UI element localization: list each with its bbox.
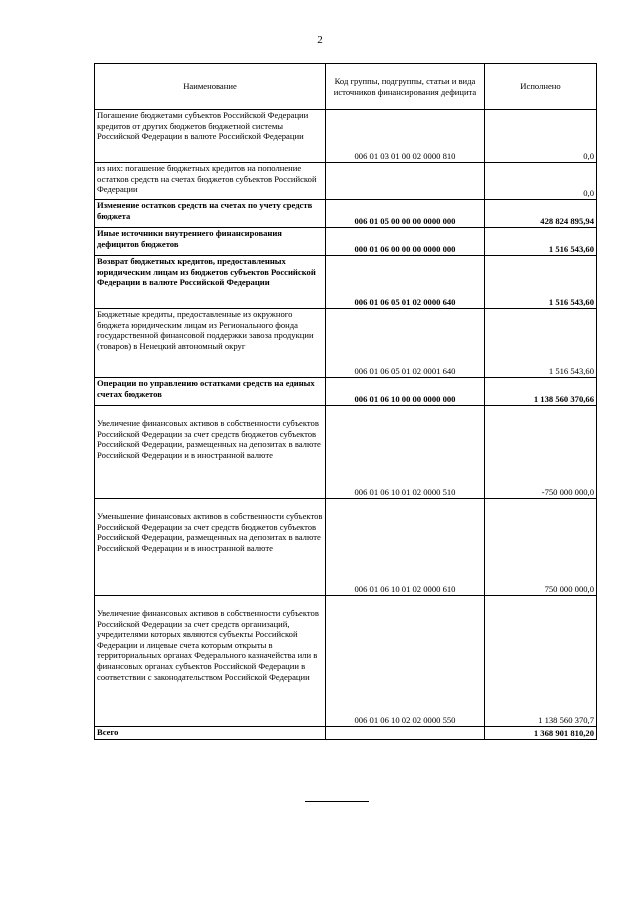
row-value: -750 000 000,0 [485,406,597,499]
table-header-row [95,64,597,110]
row-name: Увеличение финансовых активов в собственности субъектов Российской Федерации за счет средств организаций, учредителями которых являются субъекты Российской Федерации и лицевые счета которым открыты в территориальных органах Федерального казначейства или в финансовых органах субъектов Российской Федерации в соответствии с законодательством Российской Федерации [95,596,326,727]
total-value: 1 368 901 810,20 [485,727,597,740]
row-code: 000 01 06 00 00 00 0000 000 [326,228,485,256]
table-row [95,110,597,163]
table-row [95,406,597,499]
table-row [95,200,597,228]
total-code [326,727,485,740]
row-name: Возврат бюджетных кредитов, предоставленных юридическим лицам из бюджетов субъектов Российской Федерации в валюте Российской Федерации [95,256,326,309]
table-row [95,309,597,378]
row-value: 428 824 895,94 [485,200,597,228]
table-row [95,228,597,256]
row-name: Погашение бюджетами субъектов Российской Федерации кредитов от других бюджетов бюджетной системы Российской Федерации в валюте Российской Федерации [95,110,326,163]
row-code: 006 01 06 10 00 00 0000 000 [326,378,485,406]
row-value: 0,0 [485,110,597,163]
row-name: Изменение остатков средств на счетах по учету средств бюджета [95,200,326,228]
row-value: 750 000 000,0 [485,499,597,596]
footer-divider [305,801,369,802]
table-total-row [95,727,597,740]
row-name: Уменьшение финансовых активов в собственности субъектов Российской Федерации за счет средств бюджетов субъектов Российской Федерации, размещенных на депозитах в валюте Российской Федерации и в иностранной валюте [95,499,326,596]
header-code: Код группы, подгруппы, статьи и вида источников финансирования дефицита [326,64,485,110]
header-name: Наименование [95,64,326,110]
table-row [95,256,597,309]
row-code: 006 01 03 01 00 02 0000 810 [326,110,485,163]
row-value: 0,0 [485,163,597,200]
row-code: 006 01 06 05 01 02 0000 640 [326,256,485,309]
row-code: 006 01 06 05 01 02 0001 640 [326,309,485,378]
row-name: Иные источники внутреннего финансирования дефицитов бюджетов [95,228,326,256]
row-name: Бюджетные кредиты, предоставленные из окружного бюджета юридическим лицам из Регионального фонда государственной финансовой поддержки завоза продукции (товаров) в Ненецкий автономный округ [95,309,326,378]
row-code [326,163,485,200]
table-row [95,378,597,406]
header-value: Исполнено [485,64,597,110]
row-code: 006 01 06 10 02 02 0000 550 [326,596,485,727]
row-name: из них: погашение бюджетных кредитов на пополнение остатков средств на счетах бюджетов субъектов Российской Федерации [95,163,326,200]
row-code: 006 01 06 10 01 02 0000 510 [326,406,485,499]
row-value: 1 516 543,60 [485,228,597,256]
table-row [95,163,597,200]
row-name: Увеличение финансовых активов в собственности субъектов Российской Федерации за счет средств бюджетов субъектов Российской Федерации, размещенных на депозитах в валюте Российской Федерации и в иностранной валюте [95,406,326,499]
row-value: 1 138 560 370,7 [485,596,597,727]
page-number: 2 [317,34,323,46]
table-row [95,596,597,727]
row-name: Операции по управлению остатками средств на единых счетах бюджетов [95,378,326,406]
row-value: 1 516 543,60 [485,256,597,309]
budget-deficit-sources-table [94,63,597,740]
total-label: Всего [95,727,326,740]
table-row [95,499,597,596]
row-value: 1 138 560 370,66 [485,378,597,406]
row-code: 006 01 06 10 01 02 0000 610 [326,499,485,596]
row-value: 1 516 543,60 [485,309,597,378]
row-code: 006 01 05 00 00 00 0000 000 [326,200,485,228]
